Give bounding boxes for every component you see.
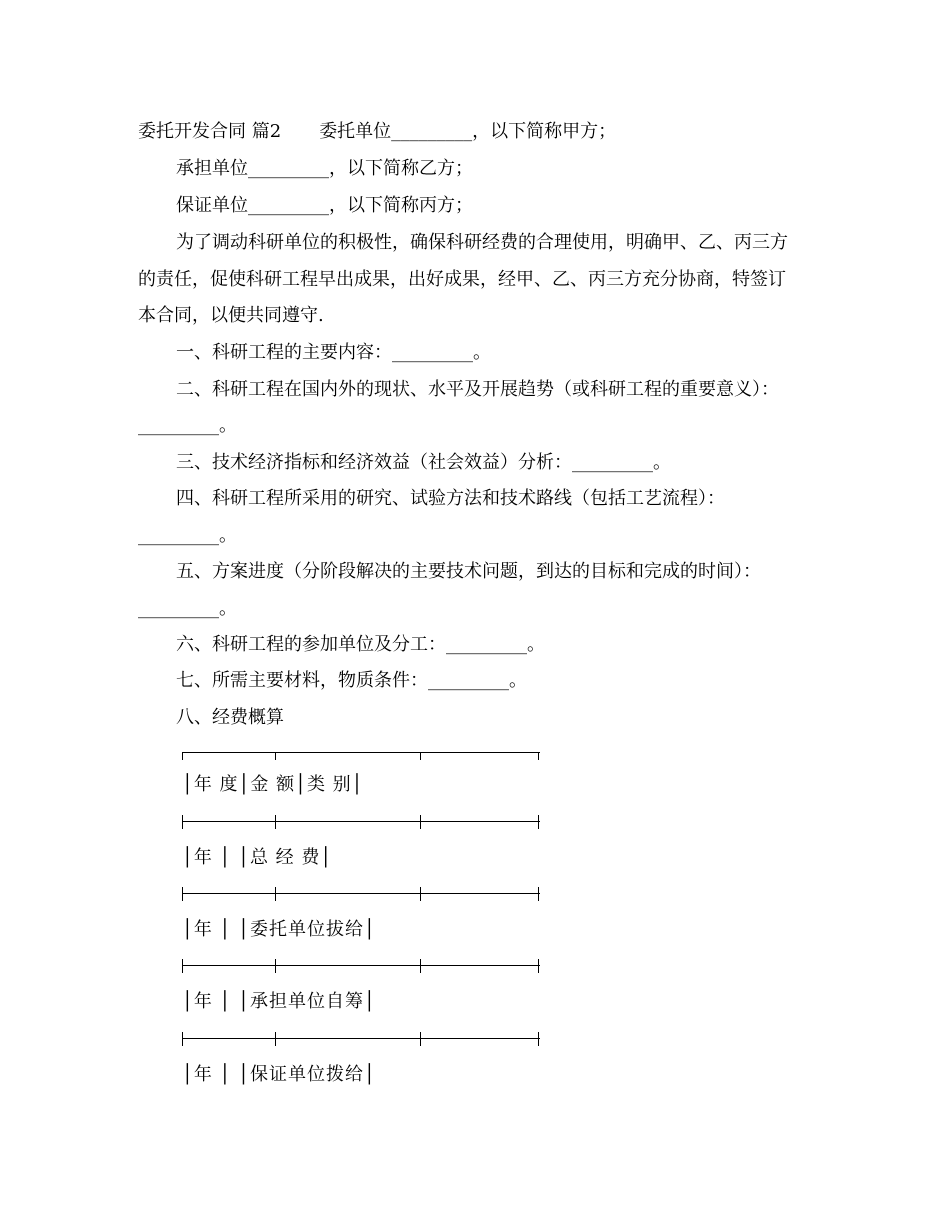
table-row-header: │年 度│金 额│类 别│ [182, 774, 364, 795]
table-row-total: │年 │ │总 经 费│ [182, 847, 333, 868]
table-rule-1 [182, 815, 540, 829]
clause-4-blank: _________。 [138, 525, 237, 546]
table-row-party-b: │年 │ │承担单位自筹│ [182, 991, 376, 1012]
table-rule-4 [182, 1032, 540, 1046]
party-b-clause: 承担单位_________，以下简称乙方； [176, 158, 473, 179]
preamble-line-1: 为了调动科研单位的积极性，确保科研经费的合理使用，明确甲、乙、丙三方 [176, 232, 788, 253]
clause-5-blank: _________。 [138, 598, 237, 619]
clause-7: 七、所需主要材料，物质条件：_________。 [176, 670, 527, 691]
table-rule-top [182, 746, 540, 760]
party-a-clause: 委托单位_________，以下简称甲方； [319, 121, 617, 142]
table-row-party-a: │年 │ │委托单位拔给│ [182, 919, 376, 940]
clause-5: 五、方案进度（分阶段解决的主要技术问题，到达的目标和完成的时间）： [176, 561, 761, 582]
clause-6: 六、科研工程的参加单位及分工：_________。 [176, 634, 545, 655]
clause-4: 四、科研工程所采用的研究、试验方法和技术路线（包括工艺流程）： [176, 488, 725, 509]
clause-8: 八、经费概算 [176, 707, 284, 728]
table-rule-3 [182, 959, 540, 973]
preamble-line-2: 的责任，促使科研工程早出成果，出好成果，经甲、乙、丙三方充分协商，特签订 [138, 269, 786, 290]
heading-line [138, 120, 818, 144]
clause-2: 二、科研工程在国内外的现状、水平及开展趋势（或科研工程的重要意义）： [176, 379, 779, 400]
party-c-clause: 保证单位_________，以下简称丙方； [176, 195, 473, 216]
article-title: 委托开发合同 篇2 [138, 121, 282, 142]
clause-2-blank: _________。 [138, 415, 237, 436]
table-row-party-c: │年 │ │保证单位拨给│ [182, 1064, 376, 1085]
clause-1: 一、科研工程的主要内容：_________。 [176, 342, 491, 363]
table-rule-2 [182, 887, 540, 901]
preamble-line-3: 本合同，以便共同遵守. [138, 305, 324, 326]
clause-3: 三、技术经济指标和经济效益（社会效益）分析：_________。 [176, 452, 671, 473]
